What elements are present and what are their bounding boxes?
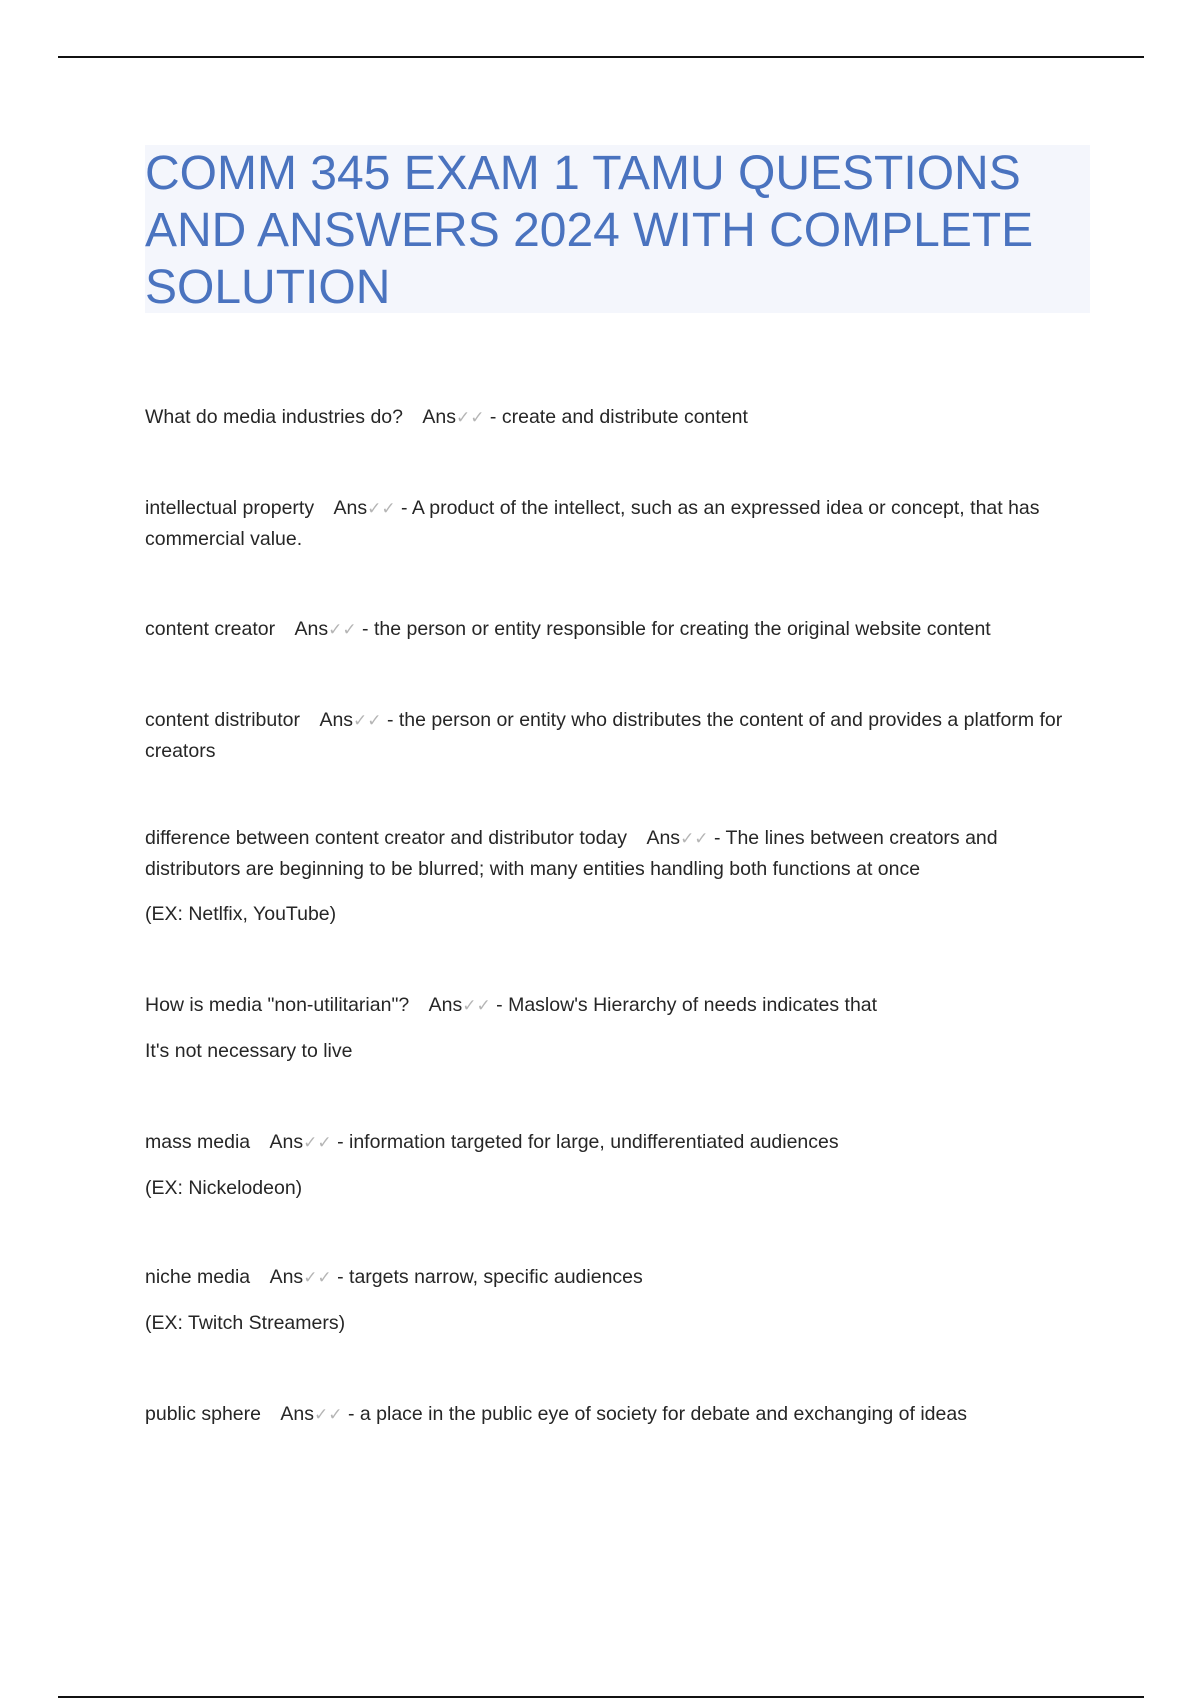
answer-label: Ans xyxy=(422,406,457,428)
double-check-icon: ✓✓ xyxy=(462,996,491,1016)
qa-term: public sphere xyxy=(145,1403,261,1425)
answer-separator: - xyxy=(381,709,399,731)
double-check-icon: ✓✓ xyxy=(303,1268,332,1288)
double-check-icon: ✓✓ xyxy=(367,499,396,519)
answer-label: Ans xyxy=(319,709,354,731)
double-check-icon: ✓✓ xyxy=(353,711,382,731)
qa-question xyxy=(145,402,1095,433)
answer-label: Ans xyxy=(294,618,329,640)
qa-answer: targets narrow, specific audiences xyxy=(349,1266,643,1288)
qa-question xyxy=(145,705,1095,766)
answer-label: Ans xyxy=(428,994,463,1016)
qa-answer: a place in the public eye of society for debate and exchanging of ideas xyxy=(359,1403,967,1425)
qa-entry xyxy=(145,823,1095,929)
qa-answer: Maslow's Hierarchy of needs indicates that xyxy=(508,994,878,1016)
answer-label: Ans xyxy=(269,1131,304,1153)
answer-separator: - xyxy=(484,406,502,428)
answer-label: Ans xyxy=(280,1403,315,1425)
answer-separator: - xyxy=(356,618,374,640)
qa-entry xyxy=(145,1262,1095,1338)
double-check-icon: ✓✓ xyxy=(456,408,485,428)
qa-question xyxy=(145,823,1095,884)
answer-separator: - xyxy=(331,1131,349,1153)
qa-entry xyxy=(145,1399,1095,1430)
qa-entry xyxy=(145,705,1095,766)
qa-question xyxy=(145,614,1095,645)
answer-separator: - xyxy=(331,1266,350,1288)
double-check-icon: ✓✓ xyxy=(680,829,709,849)
qa-term: content distributor xyxy=(145,709,301,731)
qa-term: mass media xyxy=(145,1131,251,1153)
qa-entry xyxy=(145,493,1095,554)
answer-label: Ans xyxy=(269,1266,304,1288)
qa-example: (EX: Netlfix, YouTube) xyxy=(145,903,337,925)
qa-question xyxy=(145,493,1095,554)
qa-entry xyxy=(145,990,1095,1066)
double-check-icon: ✓✓ xyxy=(328,620,357,640)
qa-answer: the person or entity who distributes the content of and provides a platform for creators xyxy=(145,709,1063,762)
double-check-icon: ✓✓ xyxy=(303,1133,332,1153)
qa-question xyxy=(145,990,1095,1021)
qa-term: content creator xyxy=(145,618,276,640)
qa-answer: create and distribute content xyxy=(501,406,748,428)
document-title: COMM 345 EXAM 1 TAMU QUESTIONS AND ANSWERS 2024 WITH COMPLETE SOLUTION xyxy=(145,147,1034,314)
answer-label: Ans xyxy=(333,497,368,519)
qa-example: (EX: Twitch Streamers) xyxy=(145,1312,346,1334)
qa-entry xyxy=(145,402,1095,433)
double-check-icon: ✓✓ xyxy=(314,1405,343,1425)
answer-label: Ans xyxy=(646,827,681,849)
qa-question xyxy=(145,1399,1095,1430)
qa-question xyxy=(145,1127,1095,1158)
answer-separator: - xyxy=(342,1403,360,1425)
qa-term: niche media xyxy=(145,1266,251,1288)
answer-separator: - xyxy=(708,827,726,849)
qa-example: (EX: Nickelodeon) xyxy=(145,1177,303,1199)
qa-entry xyxy=(145,614,1095,645)
qa-continuation: It's not necessary to live xyxy=(145,1040,353,1062)
qa-term: How is media "non-utilitarian"? xyxy=(145,994,410,1016)
qa-term: difference between content creator and distributor today xyxy=(145,827,628,849)
qa-term: What do media industries do? xyxy=(145,406,403,428)
title-block xyxy=(145,145,1090,313)
qa-answer: A product of the intellect, such as an expressed idea or concept, that has commercial value. xyxy=(145,497,1040,550)
qa-answer: The lines between creators and distributors are beginning to be blurred; with many entities handling both functions at once xyxy=(145,827,998,880)
bottom-rule xyxy=(58,1696,1144,1698)
qa-entry xyxy=(145,1127,1095,1203)
answer-separator: - xyxy=(395,497,412,519)
qa-answer: the person or entity responsible for creating the original website content xyxy=(373,618,991,640)
qa-term: intellectual property xyxy=(145,497,315,519)
qa-question xyxy=(145,1262,1095,1293)
answer-separator: - xyxy=(490,994,509,1016)
qa-answer: information targeted for large, undifferentiated audiences xyxy=(349,1131,839,1153)
top-rule xyxy=(58,56,1144,58)
